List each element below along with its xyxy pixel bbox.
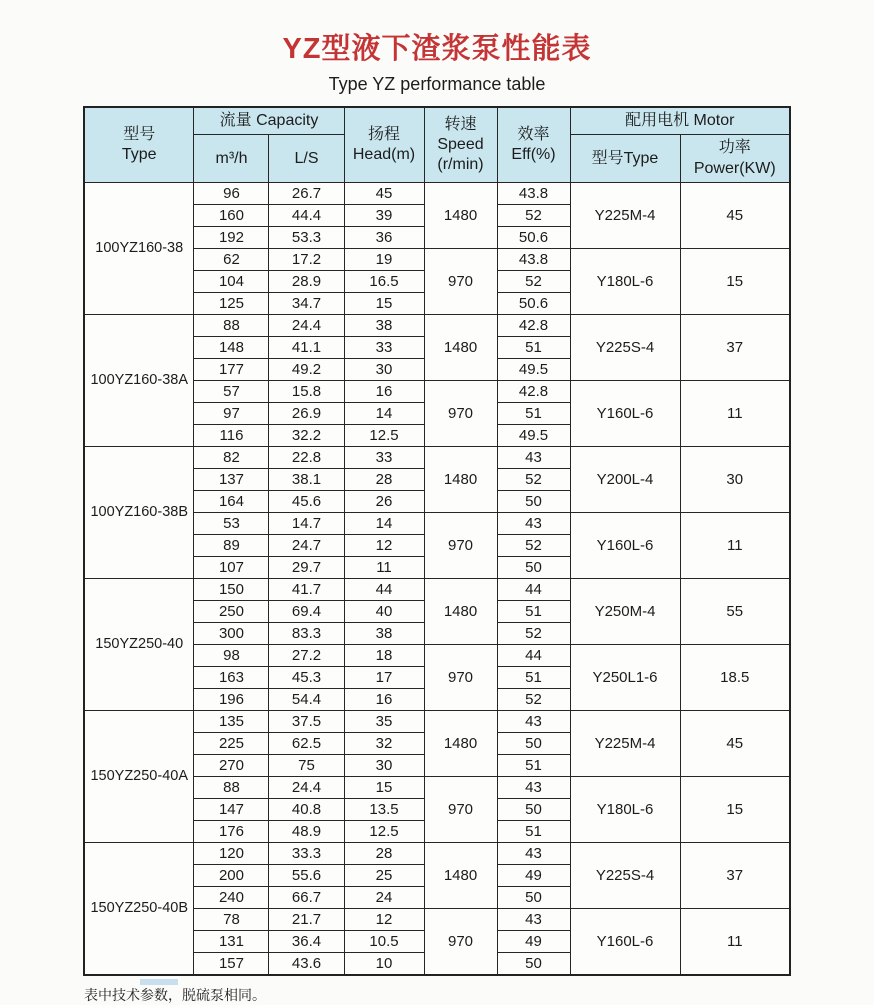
flow-m3h-cell: 225	[194, 733, 269, 755]
header-speed-cn: 转速	[444, 115, 477, 133]
flow-ls-cell: 17.2	[269, 249, 344, 271]
motor-power-cell: 45	[680, 183, 790, 249]
eff-cell: 43	[497, 447, 570, 469]
header-flow-m3h: m³/h	[194, 135, 269, 183]
motor-type-cell: Y250L1-6	[570, 645, 680, 711]
flow-m3h-cell: 57	[194, 381, 269, 403]
flow-m3h-cell: 78	[194, 909, 269, 931]
eff-cell: 50.6	[497, 227, 570, 249]
head-cell: 19	[344, 249, 424, 271]
table-body	[84, 183, 790, 976]
eff-cell: 50	[497, 953, 570, 976]
eff-cell: 51	[497, 667, 570, 689]
eff-cell: 50	[497, 491, 570, 513]
head-cell: 17	[344, 667, 424, 689]
head-cell: 45	[344, 183, 424, 205]
motor-type-cell: Y225M-4	[570, 183, 680, 249]
eff-cell: 51	[497, 601, 570, 623]
flow-m3h-cell: 96	[194, 183, 269, 205]
flow-ls-cell: 36.4	[269, 931, 344, 953]
eff-cell: 50	[497, 887, 570, 909]
flow-m3h-cell: 97	[194, 403, 269, 425]
head-cell: 28	[344, 843, 424, 865]
eff-cell: 52	[497, 689, 570, 711]
header-eff	[497, 107, 570, 183]
flow-m3h-cell: 164	[194, 491, 269, 513]
eff-cell: 52	[497, 469, 570, 491]
motor-power-cell: 15	[680, 249, 790, 315]
flow-ls-cell: 34.7	[269, 293, 344, 315]
performance-table	[83, 106, 791, 976]
eff-cell: 49	[497, 931, 570, 953]
head-cell: 32	[344, 733, 424, 755]
eff-cell: 43	[497, 843, 570, 865]
flow-ls-cell: 54.4	[269, 689, 344, 711]
eff-cell: 43	[497, 777, 570, 799]
header-motor-power: 功率Power(KW)	[680, 135, 790, 183]
motor-type-cell: Y160L-6	[570, 909, 680, 976]
header-motor: 配用电机 Motor	[570, 107, 790, 135]
flow-ls-cell: 32.2	[269, 425, 344, 447]
motor-type-cell: Y225S-4	[570, 843, 680, 909]
eff-cell: 43.8	[497, 249, 570, 271]
header-speed-en: Speed	[437, 135, 484, 153]
flow-m3h-cell: 200	[194, 865, 269, 887]
flow-m3h-cell: 160	[194, 205, 269, 227]
table-row	[84, 183, 790, 205]
motor-power-cell: 11	[680, 909, 790, 976]
motor-type-cell: Y200L-4	[570, 447, 680, 513]
model-cell: 100YZ160-38	[84, 183, 194, 315]
motor-power-cell: 18.5	[680, 645, 790, 711]
header-head-cn: 扬程	[367, 125, 400, 143]
head-cell: 30	[344, 755, 424, 777]
eff-cell: 51	[497, 755, 570, 777]
head-cell: 24	[344, 887, 424, 909]
eff-cell: 43	[497, 711, 570, 733]
table-row	[84, 711, 790, 733]
flow-ls-cell: 48.9	[269, 821, 344, 843]
motor-type-cell: Y225S-4	[570, 315, 680, 381]
flow-ls-cell: 75	[269, 755, 344, 777]
eff-cell: 49.5	[497, 425, 570, 447]
flow-m3h-cell: 88	[194, 315, 269, 337]
eff-cell: 44	[497, 579, 570, 601]
flow-m3h-cell: 120	[194, 843, 269, 865]
eff-cell: 51	[497, 337, 570, 359]
flow-ls-cell: 21.7	[269, 909, 344, 931]
motor-power-cell: 37	[680, 315, 790, 381]
model-cell: 150YZ250-40A	[84, 711, 194, 843]
head-cell: 12.5	[344, 821, 424, 843]
header-eff-cn: 效率	[517, 125, 550, 143]
flow-m3h-cell: 104	[194, 271, 269, 293]
flow-m3h-cell: 89	[194, 535, 269, 557]
eff-cell: 52	[497, 535, 570, 557]
motor-power-cell: 11	[680, 381, 790, 447]
head-cell: 39	[344, 205, 424, 227]
table-row	[84, 843, 790, 865]
flow-m3h-cell: 88	[194, 777, 269, 799]
head-cell: 35	[344, 711, 424, 733]
flow-ls-cell: 38.1	[269, 469, 344, 491]
flow-m3h-cell: 62	[194, 249, 269, 271]
flow-m3h-cell: 147	[194, 799, 269, 821]
head-cell: 12	[344, 535, 424, 557]
head-cell: 25	[344, 865, 424, 887]
speed-cell: 1480	[424, 579, 497, 645]
eff-cell: 50	[497, 733, 570, 755]
flow-m3h-cell: 53	[194, 513, 269, 535]
flow-m3h-cell: 157	[194, 953, 269, 976]
head-cell: 14	[344, 513, 424, 535]
flow-ls-cell: 49.2	[269, 359, 344, 381]
flow-ls-cell: 24.4	[269, 315, 344, 337]
header-model-cn: 型号	[123, 125, 156, 143]
motor-power-cell: 37	[680, 843, 790, 909]
motor-type-cell: Y160L-6	[570, 381, 680, 447]
motor-power-cell: 11	[680, 513, 790, 579]
header-head	[344, 107, 424, 183]
header-speed	[424, 107, 497, 183]
page-title: YZ型液下渣浆泵性能表	[282, 33, 592, 65]
flow-ls-cell: 41.7	[269, 579, 344, 601]
speed-cell: 1480	[424, 315, 497, 381]
flow-ls-cell: 62.5	[269, 733, 344, 755]
motor-power-cell: 15	[680, 777, 790, 843]
flow-m3h-cell: 240	[194, 887, 269, 909]
flow-m3h-cell: 137	[194, 469, 269, 491]
motor-type-cell: Y180L-6	[570, 249, 680, 315]
head-cell: 15	[344, 293, 424, 315]
head-cell: 14	[344, 403, 424, 425]
table-row	[84, 315, 790, 337]
head-cell: 33	[344, 337, 424, 359]
model-cell: 150YZ250-40	[84, 579, 194, 711]
eff-cell: 43.8	[497, 183, 570, 205]
flow-ls-cell: 26.9	[269, 403, 344, 425]
flow-m3h-cell: 116	[194, 425, 269, 447]
head-cell: 11	[344, 557, 424, 579]
head-cell: 40	[344, 601, 424, 623]
model-cell: 100YZ160-38B	[84, 447, 194, 579]
eff-cell: 51	[497, 403, 570, 425]
flow-m3h-cell: 196	[194, 689, 269, 711]
eff-cell: 43	[497, 909, 570, 931]
eff-cell: 49	[497, 865, 570, 887]
head-cell: 38	[344, 623, 424, 645]
header-capacity: 流量 Capacity	[194, 107, 344, 135]
eff-cell: 52	[497, 623, 570, 645]
head-cell: 10	[344, 953, 424, 976]
eff-cell: 50	[497, 557, 570, 579]
flow-m3h-cell: 107	[194, 557, 269, 579]
header-speed-unit: (r/min)	[437, 156, 484, 174]
table-row	[84, 447, 790, 469]
flow-m3h-cell: 98	[194, 645, 269, 667]
flow-m3h-cell: 270	[194, 755, 269, 777]
flow-m3h-cell: 192	[194, 227, 269, 249]
speed-cell: 970	[424, 381, 497, 447]
head-cell: 33	[344, 447, 424, 469]
flow-ls-cell: 53.3	[269, 227, 344, 249]
head-cell: 12.5	[344, 425, 424, 447]
eff-cell: 50.6	[497, 293, 570, 315]
speed-cell: 970	[424, 909, 497, 976]
flow-m3h-cell: 135	[194, 711, 269, 733]
flow-ls-cell: 83.3	[269, 623, 344, 645]
speed-cell: 970	[424, 645, 497, 711]
motor-type-cell: Y225M-4	[570, 711, 680, 777]
header-row-1	[84, 107, 790, 135]
eff-cell: 51	[497, 821, 570, 843]
flow-ls-cell: 26.7	[269, 183, 344, 205]
motor-power-cell: 55	[680, 579, 790, 645]
flow-ls-cell: 45.3	[269, 667, 344, 689]
flow-ls-cell: 44.4	[269, 205, 344, 227]
scan-artifact	[140, 979, 178, 985]
flow-ls-cell: 69.4	[269, 601, 344, 623]
speed-cell: 1480	[424, 711, 497, 777]
eff-cell: 52	[497, 271, 570, 293]
motor-type-cell: Y160L-6	[570, 513, 680, 579]
model-cell: 100YZ160-38A	[84, 315, 194, 447]
flow-ls-cell: 37.5	[269, 711, 344, 733]
flow-m3h-cell: 176	[194, 821, 269, 843]
flow-ls-cell: 45.6	[269, 491, 344, 513]
flow-ls-cell: 66.7	[269, 887, 344, 909]
flow-m3h-cell: 148	[194, 337, 269, 359]
eff-cell: 49.5	[497, 359, 570, 381]
head-cell: 36	[344, 227, 424, 249]
flow-m3h-cell: 250	[194, 601, 269, 623]
motor-power-cell: 45	[680, 711, 790, 777]
eff-cell: 42.8	[497, 315, 570, 337]
head-cell: 12	[344, 909, 424, 931]
head-cell: 44	[344, 579, 424, 601]
flow-ls-cell: 28.9	[269, 271, 344, 293]
flow-ls-cell: 43.6	[269, 953, 344, 976]
flow-ls-cell: 41.1	[269, 337, 344, 359]
table-row	[84, 579, 790, 601]
head-cell: 28	[344, 469, 424, 491]
flow-m3h-cell: 150	[194, 579, 269, 601]
model-cell: 150YZ250-40B	[84, 843, 194, 976]
flow-m3h-cell: 82	[194, 447, 269, 469]
page-subtitle: Type YZ performance table	[328, 74, 546, 94]
flow-ls-cell: 27.2	[269, 645, 344, 667]
head-cell: 13.5	[344, 799, 424, 821]
eff-cell: 50	[497, 799, 570, 821]
speed-cell: 1480	[424, 843, 497, 909]
speed-cell: 970	[424, 513, 497, 579]
header-model-en: Type	[121, 146, 157, 164]
eff-cell: 52	[497, 205, 570, 227]
head-cell: 18	[344, 645, 424, 667]
flow-m3h-cell: 131	[194, 931, 269, 953]
motor-type-cell: Y180L-6	[570, 777, 680, 843]
flow-ls-cell: 22.8	[269, 447, 344, 469]
flow-m3h-cell: 300	[194, 623, 269, 645]
flow-ls-cell: 55.6	[269, 865, 344, 887]
flow-ls-cell: 14.7	[269, 513, 344, 535]
header-model	[84, 107, 194, 183]
head-cell: 30	[344, 359, 424, 381]
head-cell: 26	[344, 491, 424, 513]
head-cell: 16.5	[344, 271, 424, 293]
header-eff-en: Eff(%)	[511, 146, 556, 164]
flow-ls-cell: 24.4	[269, 777, 344, 799]
motor-type-cell: Y250M-4	[570, 579, 680, 645]
flow-ls-cell: 24.7	[269, 535, 344, 557]
header-head-en: Head(m)	[352, 146, 416, 164]
head-cell: 15	[344, 777, 424, 799]
flow-ls-cell: 15.8	[269, 381, 344, 403]
header-motor-type: 型号Type	[570, 135, 680, 183]
speed-cell: 1480	[424, 183, 497, 249]
header-flow-ls: L/S	[269, 135, 344, 183]
head-cell: 38	[344, 315, 424, 337]
eff-cell: 42.8	[497, 381, 570, 403]
flow-ls-cell: 33.3	[269, 843, 344, 865]
footnote: 表中技术参数，脱硫泵相同。	[84, 987, 266, 1004]
flow-m3h-cell: 125	[194, 293, 269, 315]
flow-ls-cell: 40.8	[269, 799, 344, 821]
speed-cell: 1480	[424, 447, 497, 513]
eff-cell: 43	[497, 513, 570, 535]
motor-power-cell: 30	[680, 447, 790, 513]
speed-cell: 970	[424, 777, 497, 843]
head-cell: 10.5	[344, 931, 424, 953]
head-cell: 16	[344, 381, 424, 403]
speed-cell: 970	[424, 249, 497, 315]
eff-cell: 44	[497, 645, 570, 667]
flow-m3h-cell: 163	[194, 667, 269, 689]
head-cell: 16	[344, 689, 424, 711]
table-header	[84, 107, 790, 183]
flow-ls-cell: 29.7	[269, 557, 344, 579]
flow-m3h-cell: 177	[194, 359, 269, 381]
